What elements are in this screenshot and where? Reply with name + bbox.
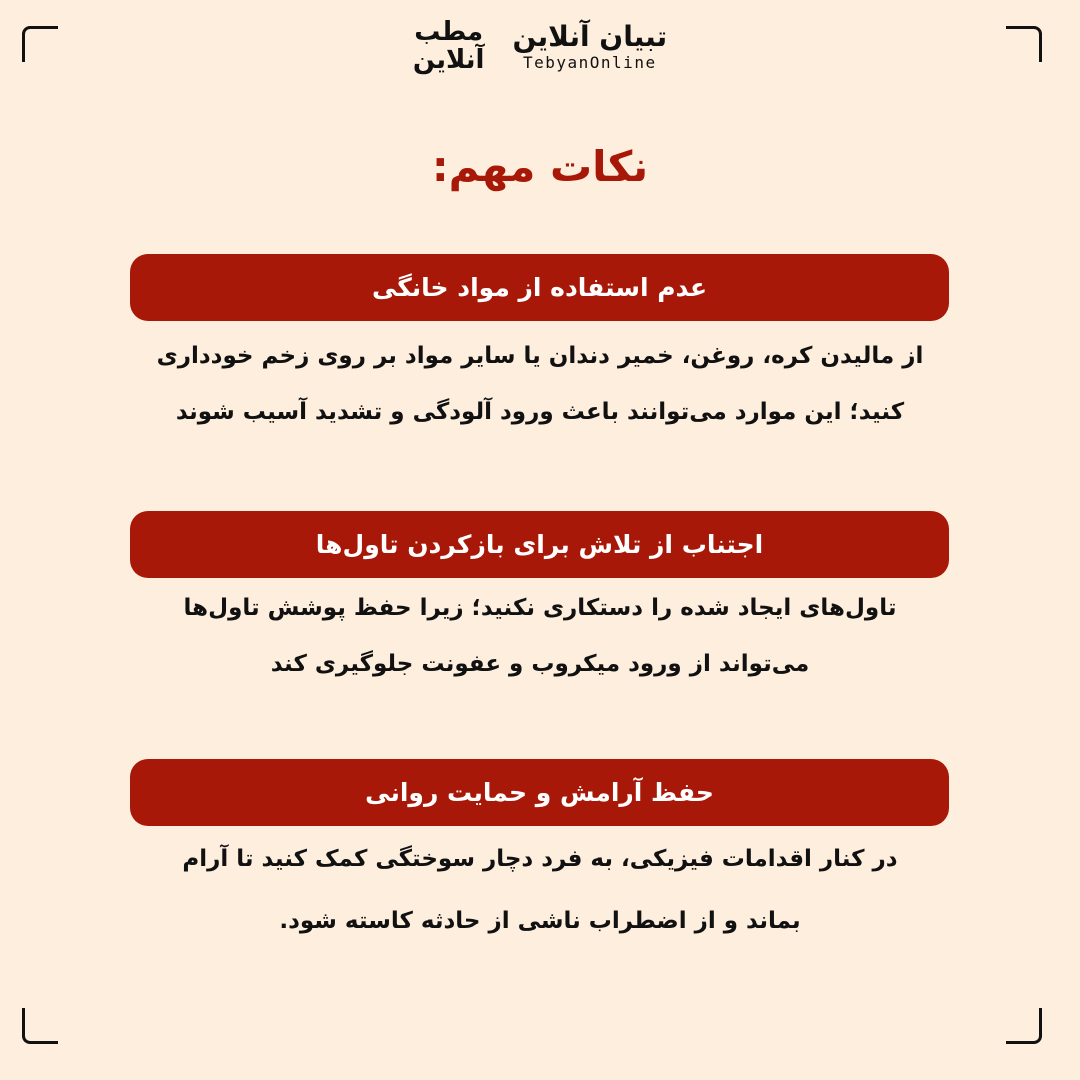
section-1-line-2: کنید؛ این موارد می‌توانند باعث ورود آلودگی و تشدید آسیب شوند [175, 399, 905, 425]
matab-logo-line1: مطب [414, 17, 484, 47]
logo-bar [0, 18, 1080, 74]
section-heading-3: حفظ آرامش و حمایت روانی [130, 759, 949, 826]
frame-corner-bottom-left [22, 1008, 58, 1044]
frame-corner-bottom-right [1006, 1008, 1042, 1044]
section-3-line-2: بماند و از اضطراب ناشی از حادثه کاسته شود. [279, 908, 801, 934]
section-2-line-2: می‌تواند از ورود میکروب و عفونت جلوگیری کند [270, 651, 810, 677]
matab-logo-line2: آنلاین [412, 45, 485, 75]
section-body-1 [110, 328, 970, 440]
section-2-line-1: تاول‌های ایجاد شده را دستکاری نکنید؛ زیرا حفظ پوشش تاول‌ها [183, 595, 897, 621]
matab-online-logo [413, 18, 485, 74]
tebyan-logo-english: TebyanOnline [522, 53, 657, 72]
tebyan-logo-persian: تبیان آنلاین [512, 20, 668, 53]
section-body-2 [110, 580, 970, 692]
page-title: نکات مهم: [431, 142, 649, 191]
tebyan-online-logo [512, 20, 667, 72]
section-body-3 [110, 828, 970, 952]
section-1-line-1: از مالیدن کره، روغن، خمیر دندان یا سایر مواد بر روی زخم خودداری [156, 343, 924, 369]
section-heading-2: اجتناب از تلاش برای بازکردن تاول‌ها [130, 511, 949, 578]
section-heading-1: عدم استفاده از مواد خانگی [130, 254, 949, 321]
section-3-line-1: در کنار اقدامات فیزیکی، به فرد دچار سوختگی کمک کنید تا آرام [182, 846, 898, 872]
